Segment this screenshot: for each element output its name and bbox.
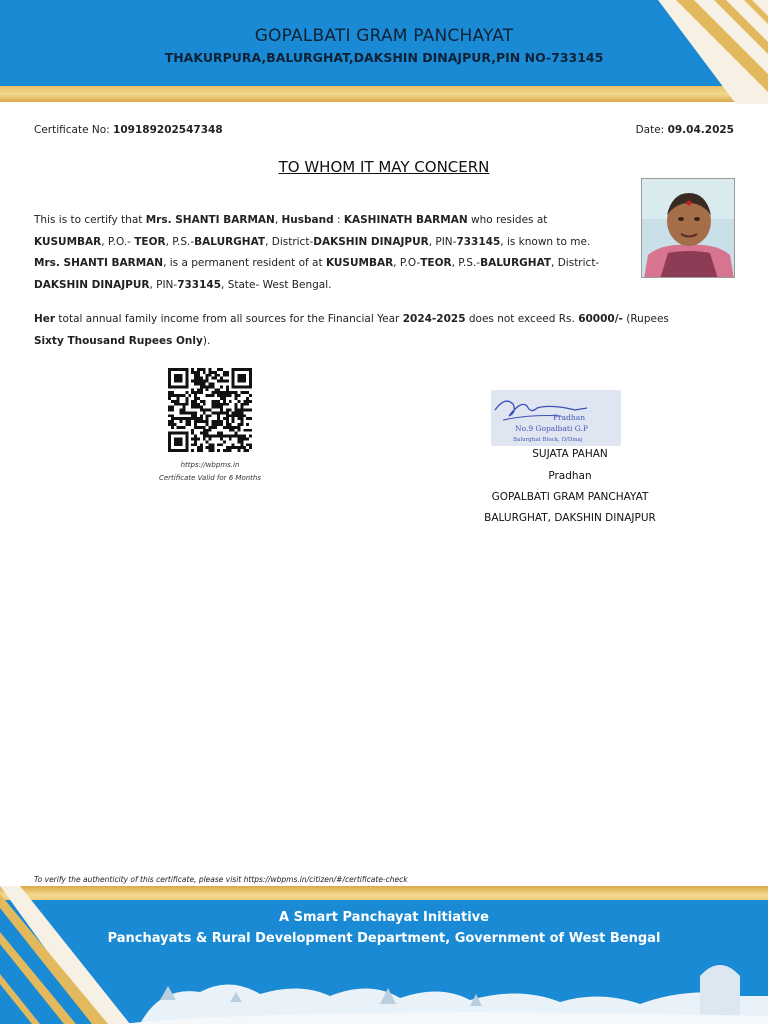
stamp-line-2: No.9 Gopalbati G.P <box>515 424 588 433</box>
signatory-place: BALURGHAT, DAKSHIN DINAJPUR <box>484 512 656 524</box>
body-line-3: Mrs. SHANTI BARMAN, is a permanent resident of at KUSUMBAR, P.O-TEOR, P.S.-BALURGHAT, District- <box>34 257 600 269</box>
certificate-number: Certificate No: 109189202547348 <box>34 124 223 136</box>
footer-department: Panchayats & Rural Development Department, Government of West Bengal <box>107 931 661 946</box>
applicant-photo <box>641 178 735 278</box>
panchayat-title: GOPALBATI GRAM PANCHAYAT <box>254 26 514 46</box>
certificate-date: Date: 09.04.2025 <box>635 124 734 136</box>
footer-initiative: A Smart Panchayat Initiative <box>279 910 489 925</box>
qr-validity-text: Certificate Valid for 6 Months <box>158 474 261 482</box>
body-line-1: This is to certify that Mrs. SHANTI BARMAN, Husband : KASHINATH BARMAN who resides at <box>34 214 548 226</box>
qr-url-text: https://wbpms.in <box>180 461 240 469</box>
income-statement <box>34 309 734 352</box>
income-line-2: Sixty Thousand Rupees Only). <box>34 334 211 347</box>
document-heading: TO WHOM IT MAY CONCERN <box>278 158 490 176</box>
stamp-line-3: Balurghat Block, D/Dinaj <box>513 437 583 443</box>
footer-banner <box>0 886 768 1024</box>
body-line-4: DAKSHIN DINAJPUR, PIN-733145, State- West Bengal. <box>34 278 332 291</box>
signatory-designation: Pradhan <box>548 470 592 482</box>
panchayat-address: THAKURPURA,BALURGHAT,DAKSHIN DINAJPUR,PIN NO-733145 <box>164 50 604 65</box>
signatory-office: GOPALBATI GRAM PANCHAYAT <box>491 491 649 503</box>
signature-stamp <box>491 390 621 446</box>
income-line-1: Her total annual family income from all sources for the Financial Year 2024-2025 does not exceed Rs. 60000/- (Rupees <box>34 313 669 325</box>
certificate-body <box>34 210 634 296</box>
stamp-line-1: Pradhan <box>553 413 586 422</box>
signatory-name: SUJATA PAHAN <box>532 448 608 460</box>
qr-code[interactable] <box>166 368 254 452</box>
header-banner <box>0 0 768 104</box>
body-line-2: KUSUMBAR, P.O.- TEOR, P.S.-BALURGHAT, District-DAKSHIN DINAJPUR, PIN-733145, is known to me. <box>34 235 591 248</box>
footer-illustration <box>0 946 768 1024</box>
verification-note: To verify the authenticity of this certificate, please visit https://wbpms.in/citizen/#/certificate-check <box>34 875 408 884</box>
